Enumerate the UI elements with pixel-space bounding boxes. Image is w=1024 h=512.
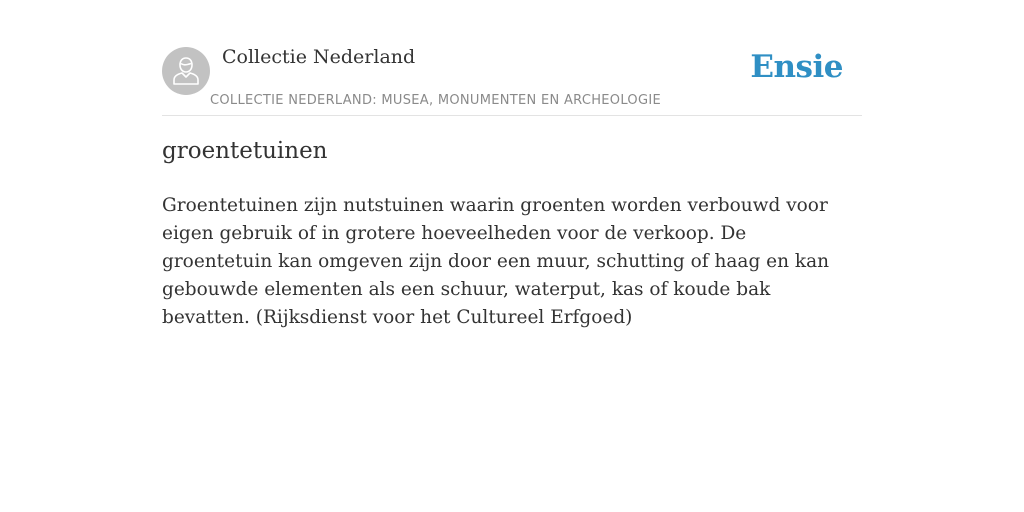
author-name[interactable]: Collectie Nederland xyxy=(222,46,416,68)
user-icon xyxy=(172,56,200,86)
entry-title: groentetuinen xyxy=(162,138,328,164)
header xyxy=(162,40,862,116)
ensie-logo[interactable]: Ensie xyxy=(750,49,843,85)
source-subtitle[interactable]: COLLECTIE NEDERLAND: MUSEA, MONUMENTEN EN ARCHEOLOGIE xyxy=(210,93,661,108)
avatar[interactable] xyxy=(162,47,210,95)
entry-body: Groentetuinen zijn nutstuinen waarin groenten worden verbouwd voor eigen gebruik of in grotere hoeveelheden voor de verkoop. De groentetuin kan omgeven zijn door een muur, schutting of haag en kan gebouwde elementen als een schuur, waterput, kas of koude bak bevatten. (Rijksdienst voor het Cultureel Erfgoed) xyxy=(162,195,830,328)
